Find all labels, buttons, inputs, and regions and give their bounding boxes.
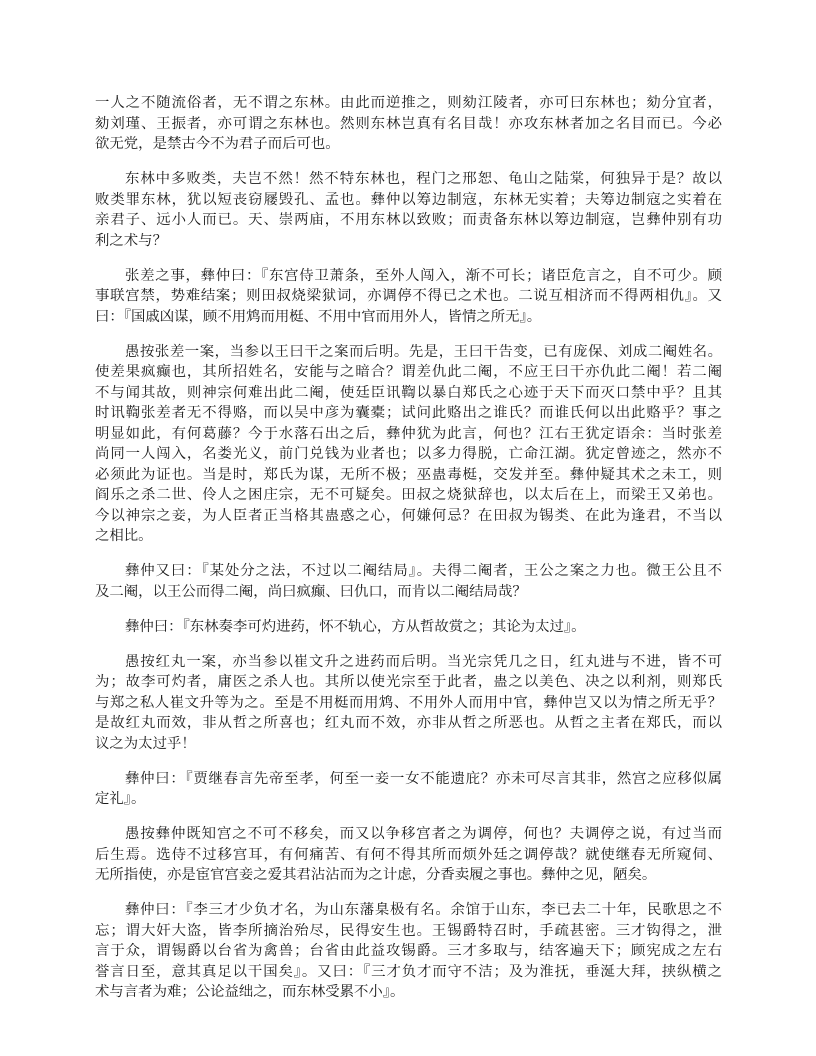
text-line: 无所指使，亦是宦官宫妾之爱其君沾沾而为之计虑，分香卖履之事也。彝仲之见，陋矣。	[95, 867, 657, 883]
text-line: 败类罪东林，犹以短丧窃屦毁孔、孟也。彝仲以筹边制寇，东林无实着；夫筹边制寇之实着在	[95, 191, 722, 208]
text-line: 是故红丸而效，非从哲之所喜也；红丸而不效，亦非从哲之所恶也。从哲之主者在郑氏，而以	[95, 715, 722, 731]
text-line: 愚按红丸一案，亦当参以崔文升之进药而后明。当光宗凭几之日，红丸进与不进，皆不可	[125, 653, 722, 670]
paragraph	[95, 652, 722, 755]
text-line: 尚同一人闯入，名娄光义，前门兑钱为业者也；以多力得脱，亡命江湖。犹定曾迹之，然亦不	[95, 446, 722, 462]
text-line: 亲君子、远小人而已。天、崇两庙，不用东林以致败；而责备东林以筹边制寇，岂彝仲别有功	[95, 212, 722, 228]
paragraph	[95, 93, 722, 155]
text-line: 后生焉。选侍不过移宫耳，有何痛苦、有何不得其所而烦外廷之调停哉？就使继春无所窥伺、	[95, 846, 722, 863]
text-line: 不与闻其故，则神宗何难出此二阉，使廷臣讯鞫以暴白郑氏之心迹于天下而灭口禁中乎？且其	[95, 384, 722, 401]
text-line: 术与言者为难；公论益绌之，而东林受累不小』。	[95, 984, 405, 1000]
text-line: 与郑之私人崔文升等为之。至是不用梃而用鸩、不用外人而用中官，彝仲岂又以为情之所无乎？	[95, 694, 722, 711]
text-line: 之相比。	[95, 528, 153, 544]
paragraph	[95, 824, 722, 886]
paragraph	[95, 900, 722, 1003]
text-line: 事联宫禁，势难结案；则田叔烧梁狱词，亦调停不得已之术也。二说互相济而不得两相仇』。又	[95, 288, 722, 304]
paragraph	[95, 769, 722, 810]
text-line: 忘；谓大奸大盗，皆李所摘治殆尽，民得安生也。王锡爵特召时，手疏甚密。三才钩得之，泄	[95, 922, 722, 939]
text-line: 彝仲曰：『东林奏李可灼进药，怀不轨心，方从哲故赏之；其论为太过』。	[125, 618, 586, 635]
document-body	[95, 93, 722, 1017]
text-line: 张差之事，彝仲曰：『东宫侍卫萧条，至外人闯入，渐不可长；诸臣危言之，自不可少。顾	[125, 267, 722, 284]
text-line: 言于众，谓锡爵以台省为禽兽；台省由此益攻锡爵。三才多取与，结客遍天下；顾宪成之左右	[95, 943, 722, 959]
text-line: 愚按彝仲既知宫之不可不移矣，而又以争移宫者之为调停，何也？夫调停之说，有过当而	[125, 826, 722, 842]
text-line: 及二阉，以王公而得二阉，尚曰疯癫、曰仇口，而肯以二阉结局哉？	[95, 583, 527, 600]
text-line: 劾刘瑾、王振者，亦可谓之东林也。然则东林岂真有名目哉！亦攻东林者加之名目而已。今必	[95, 115, 722, 132]
text-line: 必须此为证也。当是时，郑氏为谋，无所不极；巫蛊毒梃，交发并至。彝仲疑其术之未工，则	[95, 466, 722, 483]
text-line: 阎乐之杀二世、伶人之困庄宗，无不可疑矣。田叔之烧狱辞也，以太后在上，而梁王又弟也。	[95, 487, 722, 503]
text-line: 明显如此，有何葛藤？今于水落石出之后，彝仲犹为此言，何也？江右王犹定语余：当时张差	[95, 425, 722, 442]
text-line: 愚按张差一案，当参以王曰干之案而后明。先是，王曰干告变，已有庞保、刘成二阉姓名。	[125, 343, 722, 360]
paragraph	[95, 617, 722, 638]
paragraph	[95, 561, 722, 602]
text-line: 彝仲又曰：『某处分之法，不过以二阉结局』。夫得二阉者，王公之案之力也。微王公且不	[125, 563, 722, 579]
text-line: 使差果疯癫也，其所招姓名，安能与之暗合？谓差仇此二阉，不应王曰干亦仇此二阉！若二阉	[95, 364, 722, 380]
text-line: 曰：『国戚凶谋，顾不用鸩而用梃、不用中官而用外人，皆情之所无』。	[95, 308, 542, 325]
text-line: 时讯鞫张差者无不得赂，而以吴中彦为囊橐；试问此赂出之谁氏？而谁氏何以出此赂乎？事之	[95, 405, 722, 421]
text-line: 定礼』。	[95, 791, 146, 807]
text-line: 今以神宗之妾，为人臣者正当格其蛊惑之心，何嫌何忌？在田叔为锡类、在此为逢君，不当以	[95, 507, 722, 524]
text-line: 为；故李可灼者，庸医之杀人也。其所以使光宗至于此者，蛊之以美色、决之以利剂，则郑氏	[95, 674, 722, 690]
text-line: 一人之不随流俗者，无不谓之东林。由此而逆推之，则劾江陵者，亦可曰东林也；劾分宜者，	[95, 95, 722, 111]
text-line: 议之为太过乎！	[95, 735, 196, 752]
text-line: 利之术与？	[95, 232, 167, 249]
text-line: 彝仲曰：『李三才少负才名，为山东藩臬极有名。余馆于山东，李已去二十年，民歌思之不	[125, 902, 722, 918]
text-line: 誉言日至，意其真足以干国矣』。又曰：『三才负才而守不洁；及为淮抚，垂涎大拜，挟纵横之	[95, 963, 722, 980]
text-line: 彝仲曰：『贾继春言先帝至孝，何至一妾一女不能遗庇？亦未可尽言其非，然宫之应移似属	[125, 770, 722, 787]
text-line: 东林中多败类，夫岂不然！然不特东林也，程门之邢恕、龟山之陆棠，何独异于是？故以	[125, 171, 722, 187]
text-line: 欲无党，是禁古今不为君子而后可也。	[95, 136, 340, 152]
paragraph	[95, 169, 722, 251]
paragraph	[95, 266, 722, 328]
paragraph	[95, 342, 722, 547]
